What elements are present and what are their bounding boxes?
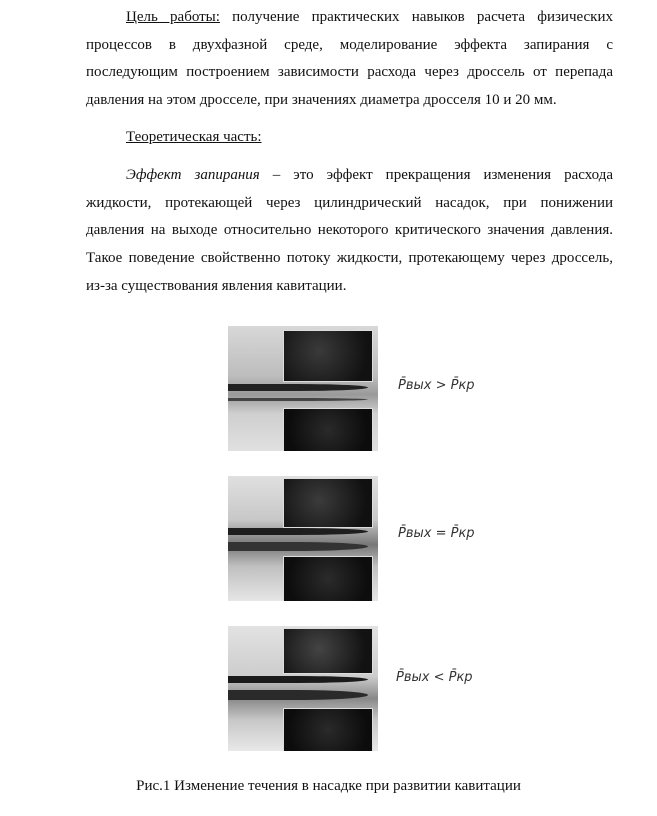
panel-3-label: P̄вых < P̄кр <box>396 670 473 685</box>
photo-panel-2 <box>228 476 378 601</box>
goal-paragraph <box>86 4 613 115</box>
goal-text: получение практических навыков расчета физических процессов в двухфазной среде, моделирование эффекта запирания с последующим построением зависимости расхода через дроссель от перепада давления на этом дросселе, при значениях диаметра дросселя 10 и 20 мм. <box>86 9 613 109</box>
panel-2-label: P̄вых = P̄кр <box>398 526 475 541</box>
photo-panel-1 <box>228 326 378 451</box>
panel-1-label: P̄вых > P̄кр <box>398 378 475 393</box>
goal-label: Цель работы: <box>126 9 220 25</box>
cavitation-figure <box>228 318 528 758</box>
theory-term: Эффект запирания <box>126 167 260 183</box>
theory-text: – это эффект прекращения изменения расхода жидкости, протекающей через цилиндрический насадок, при понижении давления на выходе относительно некоторого критического значения давления. Такое поведение свойственно потоку жидкости, протекающему через дроссель, из-за существования явления кавитации. <box>86 167 613 294</box>
figure-caption: Рис.1 Изменение течения в насадке при развитии кавитации <box>136 778 521 794</box>
theory-heading-text: Теоретическая часть: <box>126 129 262 145</box>
photo-panel-3 <box>228 626 378 751</box>
theory-paragraph <box>86 162 613 301</box>
theory-heading <box>86 124 613 152</box>
